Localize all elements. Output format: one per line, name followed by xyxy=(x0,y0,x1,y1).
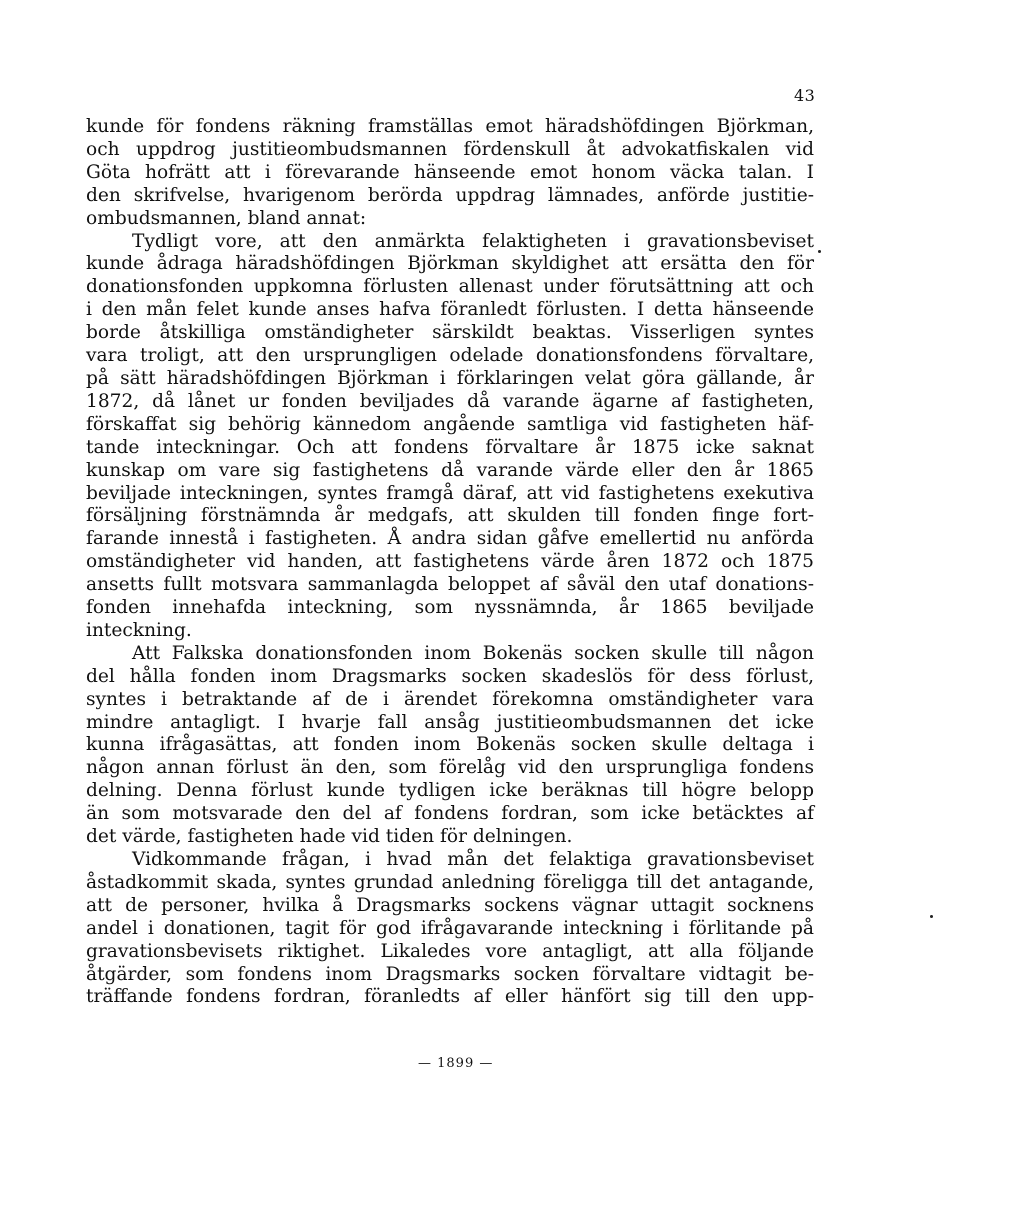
text-line: i den mån felet kunde anses hafva föranledt förlusten. I detta hänseende xyxy=(86,299,814,321)
text-line: åstadkommit skada, syntes grundad anledning föreligga till det antagande, xyxy=(86,871,814,893)
text-line: Göta hofrätt att i förevarande hänseende emot honom väcka talan. I xyxy=(86,161,814,183)
text-line: delning. Denna förlust kunde tydligen icke beräknas till högre belopp xyxy=(86,780,814,802)
text-line: Att Falkska donationsfonden inom Bokenäs socken skulle till någon xyxy=(132,642,814,664)
text-line: försäljning förstnämnda år medgafs, att skulden till fonden finge fort- xyxy=(86,505,814,527)
text-line: syntes i betraktande af de i ärendet förekomna omständigheter vara xyxy=(86,688,814,710)
body-text xyxy=(86,116,814,1009)
text-line: Vidkommande frågan, i hvad mån det felaktiga gravationsbeviset xyxy=(132,849,814,870)
text-line: att de personer, hvilka å Dragsmarks sockens vägnar uttagit socknens xyxy=(86,894,814,916)
text-line: omständigheter vid handen, att fastighetens värde åren 1872 och 1875 xyxy=(86,551,814,573)
text-line: farande innestå i fastigheten. Å andra sidan gåfve emellertid nu anförda xyxy=(86,528,814,550)
text-line: det värde, fastigheten hade vid tiden för delningen. xyxy=(86,826,573,848)
text-line: vara troligt, att den ursprungligen odelade donationsfondens förvaltare, xyxy=(86,345,814,367)
text-line: kunde för fondens räkning framställas emot häradshöfdingen Björkman, xyxy=(86,116,814,137)
text-line: på sätt häradshöfdingen Björkman i förklaringen velat göra gällande, år xyxy=(86,367,814,389)
text-line: borde åtskilliga omständigheter särskildt beaktas. Visserligen syntes xyxy=(86,322,814,344)
text-line: mindre antagligt. I hvarje fall ansåg justitieombudsmannen det icke xyxy=(86,711,814,733)
text-line: träffande fondens fordran, föranledts af eller hänfört sig till den upp- xyxy=(86,986,814,1008)
text-line: 1872, då lånet ur fonden beviljades då varande ägarne af fastigheten, xyxy=(86,390,814,412)
text-line: den skrifvelse, hvarigenom berörda uppdrag lämnades, anförde justitie- xyxy=(86,184,814,206)
text-line: kunna ifrågasättas, att fonden inom Bokenäs socken skulle deltaga i xyxy=(86,734,814,756)
text-line: åtgärder, som fondens inom Dragsmarks socken förvaltare vidtagit be- xyxy=(86,963,814,985)
text-line: än som motsvarade den del af fondens fordran, som icke betäcktes af xyxy=(86,803,814,825)
text-line: donationsfonden uppkomna förlusten allenast under förutsättning att och xyxy=(86,276,814,298)
text-line: inteckning. xyxy=(86,619,192,641)
footer-year: — 1899 — xyxy=(418,1056,494,1071)
text-line: Tydligt vore, att den anmärkta felaktigheten i gravationsbeviset xyxy=(132,230,814,252)
text-line: och uppdrog justitieombudsmannen fördenskull åt advokatfiskalen vid xyxy=(86,138,814,160)
text-line: del hålla fonden inom Dragsmarks socken skadeslös för dess förlust, xyxy=(86,665,814,687)
text-line: beviljade inteckningen, syntes framgå däraf, att vid fastighetens exekutiva xyxy=(86,482,814,504)
text-line: kunde ådraga häradshöfdingen Björkman skyldighet att ersätta den för xyxy=(86,253,814,275)
text-line: ombudsmannen, bland annat: xyxy=(86,207,367,229)
text-line: andel i donationen, tagit för god ifrågavarande inteckning i förlitande på xyxy=(86,917,814,939)
text-line: ansetts fullt motsvara sammanlagda beloppet af såväl den utaf donations- xyxy=(86,574,814,596)
stray-dot xyxy=(930,915,933,918)
text-line: förskaffat sig behörig kännedom angående samtliga vid fastigheten häf- xyxy=(86,413,814,435)
text-line: fonden innehafda inteckning, som nyssnämnda, år 1865 beviljade xyxy=(86,597,814,619)
text-line: kunskap om vare sig fastighetens då varande värde eller den år 1865 xyxy=(86,459,814,481)
text-line: tande inteckningar. Och att fondens förvaltare år 1875 icke saknat xyxy=(86,436,814,458)
text-line: gravationsbevisets riktighet. Likaledes vore antagligt, att alla följande xyxy=(86,940,814,962)
stray-dot xyxy=(818,250,821,253)
page-number: 43 xyxy=(794,86,816,105)
text-line: någon annan förlust än den, som förelåg vid den ursprungliga fondens xyxy=(86,757,814,779)
